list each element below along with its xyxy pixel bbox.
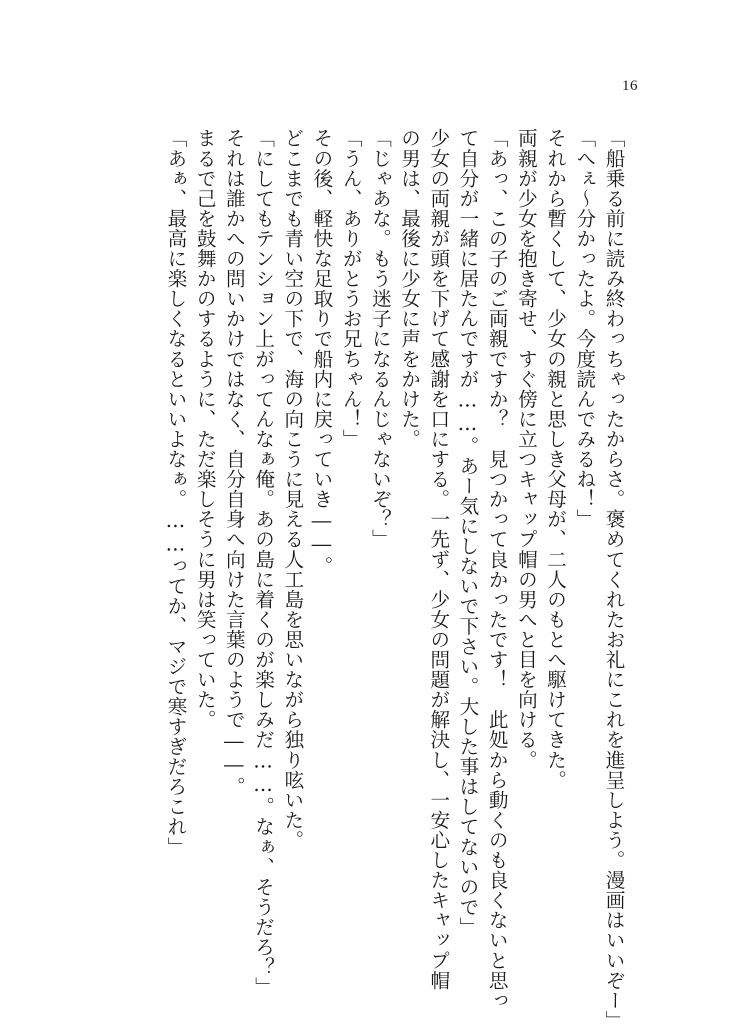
text-line: 「うん、ありがとうお兄ちゃん！」	[339, 128, 363, 449]
text-line: その後、軽快な足取りで船内に戻っていき――。	[309, 128, 333, 576]
text-line: それから暫くして、少女の親と思しき父母が、二人のもとへ駆けてきた。	[543, 128, 567, 790]
text-line: それは誰かへの問いかけではなく、自分自身へ向けた言葉のようで――。	[222, 128, 246, 797]
text-line: 「船乗る前に読み終わっちゃったからさ。褒めてくれたお礼にこれを進呈しよう。漫画はいいぞー」	[602, 128, 625, 1030]
text-line: まるで己を鼓舞かのするように、ただ楽しそうに男は笑っていた。	[193, 128, 217, 730]
text-line: 少女の両親が頭を下げて感謝を口にする。一先ず、少女の問題が解決し、一安心したキャップ帽	[426, 128, 450, 991]
text-line: 両親が少女を抱き寄せ、すぐ傍に立つキャップ帽の男へと目を向ける。	[514, 128, 538, 770]
text-line: 「あっ、この子のご両親ですか？ 見つかって良かったです！ 此処から動くのも良くないと思っ	[485, 128, 509, 1011]
text-line: の男は、最後に少女に声をかけた。	[397, 128, 421, 449]
text-line: 「にしてもテンション上がってんなぁ俺。あの島に着くのが楽しみだ……。なぁ、そうだろ？」	[251, 128, 275, 997]
novel-text-block	[161, 128, 628, 1030]
text-line: 「あぁ、最高に楽しくなるといいよなぁ。……ってか、マジで寒すぎだろこれ」	[163, 128, 187, 857]
text-line: 「へぇ～分かったよ。今度読んでみるね！」	[572, 128, 596, 529]
text-line: て自分が一緒に居たんですが……。あー気にしないで下さい。大した事はしてないので」	[455, 128, 479, 937]
text-line: 「じゃあな。もう迷子になるんじゃないぞ？」	[368, 128, 392, 550]
page-number: 16	[622, 78, 638, 94]
text-line: どこまでも青い空の下で、海の向こうに見える人工島を思いながら独り呟いた。	[280, 128, 304, 850]
